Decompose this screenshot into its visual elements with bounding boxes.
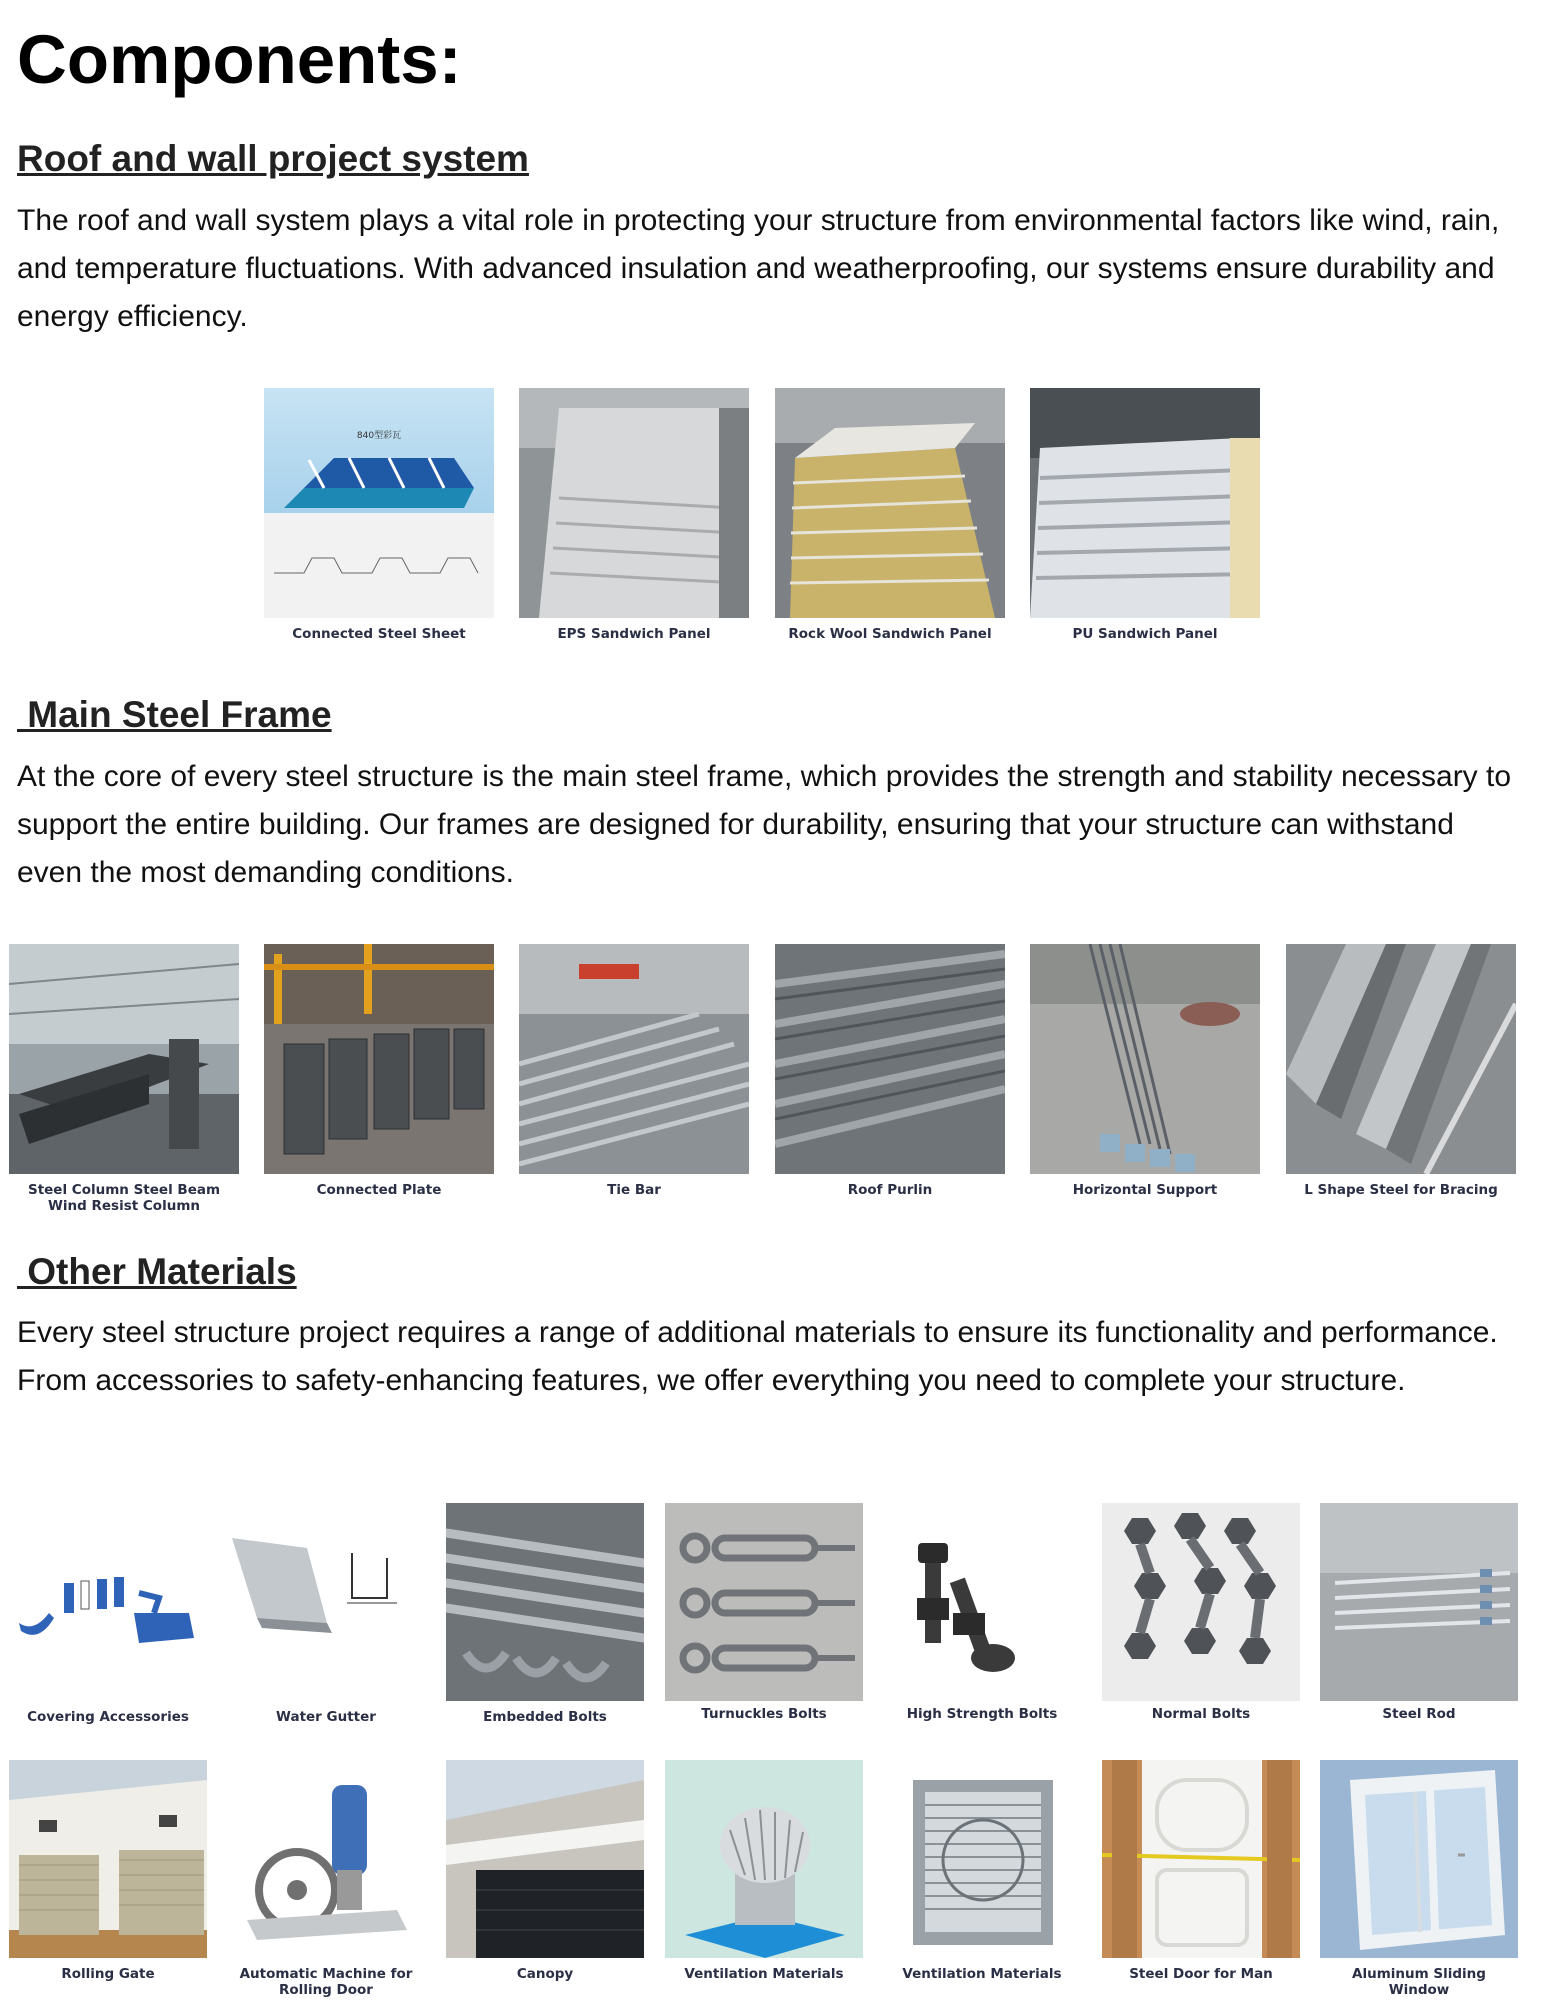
normal-bolts-image (1102, 1503, 1300, 1701)
product-caption: Steel Rod (1382, 1706, 1456, 1722)
connected-steel-sheet-image (264, 388, 494, 618)
embedded-bolts-image (446, 1503, 644, 1701)
aluminum-window-image (1320, 1760, 1518, 1958)
product-caption: Ventilation Materials (684, 1966, 844, 1982)
high-strength-bolts-image (883, 1503, 1081, 1701)
product-caption: Turnuckles Bolts (701, 1706, 827, 1722)
steel-column-beam-image (9, 944, 239, 1174)
ventilation-turbine-image (665, 1760, 863, 1958)
canopy-image (446, 1760, 644, 1958)
product-caption: Rock Wool Sandwich Panel (788, 626, 992, 642)
product-caption: Steel Door for Man (1129, 1966, 1273, 1982)
product-caption: Automatic Machine for Rolling Door (239, 1966, 413, 1998)
steel-door-image (1102, 1760, 1300, 1958)
product-caption: Horizontal Support (1072, 1182, 1218, 1198)
turnuckles-bolts-image (665, 1503, 863, 1701)
product-caption: Connected Plate (316, 1182, 442, 1198)
product-caption: Embedded Bolts (483, 1709, 607, 1725)
product-caption: Canopy (516, 1966, 574, 1982)
automatic-machine-image (227, 1760, 425, 1958)
product-caption: Covering Accessories (27, 1709, 189, 1725)
connected-plate-image (264, 944, 494, 1174)
product-caption: L Shape Steel for Bracing (1304, 1182, 1498, 1198)
water-gutter-image (227, 1503, 425, 1701)
section-description-roof-wall: The roof and wall system plays a vital role in protecting your structure from environmental factors like wind, rain, and temperature fluctuations. With advanced insulation and weatherproofing, our systems ensure durability and energy efficiency. (17, 204, 1500, 333)
product-caption: PU Sandwich Panel (1072, 626, 1218, 642)
horizontal-support-image (1030, 944, 1260, 1174)
l-shape-steel-image (1286, 944, 1516, 1174)
product-caption: High Strength Bolts (906, 1706, 1058, 1722)
sheet-overlay-label: 840型彩瓦 (356, 431, 402, 441)
rolling-gate-image (9, 1760, 207, 1958)
product-caption: Water Gutter (276, 1709, 376, 1725)
product-caption: Ventilation Materials (902, 1966, 1062, 1982)
section-title-main-steel-frame: Main Steel Frame (17, 694, 332, 735)
section-title-other-materials: Other Materials (17, 1251, 297, 1292)
product-caption: Connected Steel Sheet (292, 626, 466, 642)
product-caption: Normal Bolts (1151, 1706, 1251, 1722)
product-caption: Rolling Gate (61, 1966, 155, 1982)
roof-purlin-image (775, 944, 1005, 1174)
page-title: Components: (17, 21, 462, 98)
rock-wool-sandwich-panel-image (775, 388, 1005, 618)
section-description-main-steel-frame: At the core of every steel structure is the main steel frame, which provides the strength and stability necessary to support the entire building. Our frames are designed for durability, ensuring that your structure can withstand even the most demanding conditions. (17, 760, 1512, 889)
ventilation-fan-image (883, 1760, 1081, 1958)
product-caption: Steel Column Steel Beam Wind Resist Column (27, 1182, 221, 1214)
tie-bar-image (519, 944, 749, 1174)
eps-sandwich-panel-image (519, 388, 749, 618)
section-title-roof-wall: Roof and wall project system (17, 138, 529, 179)
steel-rod-image (1320, 1503, 1518, 1701)
product-caption: EPS Sandwich Panel (557, 626, 711, 642)
product-caption: Aluminum Sliding Window (1352, 1966, 1486, 1998)
section-description-other-materials: Every steel structure project requires a range of additional materials to ensure its functionality and performance. From accessories to safety-enhancing features, we offer everything you need to complete your structure. (17, 1316, 1498, 1397)
pu-sandwich-panel-image (1030, 388, 1260, 618)
product-caption: Roof Purlin (847, 1182, 933, 1198)
product-caption: Tie Bar (607, 1182, 661, 1198)
covering-accessories-image (9, 1503, 207, 1701)
